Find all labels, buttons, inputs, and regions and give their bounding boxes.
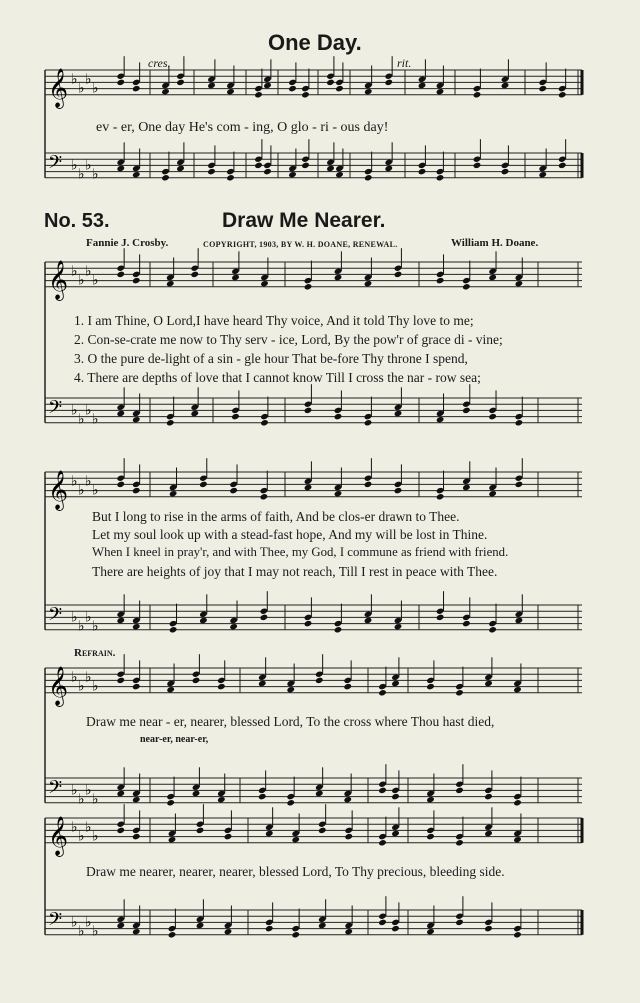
note-head xyxy=(558,162,567,169)
note-head xyxy=(263,168,272,175)
note-head xyxy=(288,171,297,178)
note-head xyxy=(116,922,125,929)
note-head xyxy=(364,88,373,95)
flat-sign: ♭ xyxy=(85,473,92,490)
note-head xyxy=(364,419,373,426)
note-head xyxy=(515,280,524,287)
note-head xyxy=(513,686,522,693)
note-head xyxy=(132,928,141,935)
note-head xyxy=(116,410,125,417)
note-head xyxy=(538,85,547,92)
note-head xyxy=(391,793,400,800)
note-head xyxy=(286,799,295,806)
note-head xyxy=(229,487,238,494)
note-head xyxy=(190,271,199,278)
note-head xyxy=(391,680,400,687)
note-head xyxy=(334,490,343,497)
note-head xyxy=(378,919,387,926)
note-head xyxy=(436,88,445,95)
note-head xyxy=(436,277,445,284)
note-head xyxy=(132,85,141,92)
flat-sign: ♭ xyxy=(85,819,92,836)
note-head xyxy=(116,790,125,797)
note-head xyxy=(254,162,263,169)
note-head xyxy=(132,416,141,423)
note-head xyxy=(318,827,327,834)
note-head xyxy=(484,925,493,932)
note-head xyxy=(260,419,269,426)
flat-sign: ♭ xyxy=(78,482,85,499)
note-head xyxy=(132,683,141,690)
note-head xyxy=(378,787,387,794)
flat-sign: ♭ xyxy=(78,678,85,695)
verse-line: 1. I am Thine, O Lord,I have heard Thy voice, And it told Thy love to me; xyxy=(74,313,474,328)
bass-clef: 𝄢 xyxy=(48,397,63,423)
bass-clef: 𝄢 xyxy=(48,909,63,935)
note-head xyxy=(132,833,141,840)
note-head xyxy=(304,283,313,290)
note-head xyxy=(168,836,177,843)
flat-sign: ♭ xyxy=(71,819,78,836)
flat-sign: ♭ xyxy=(78,166,85,183)
prev-hymn-lyric: ev - er, One day He's com - ing, O glo - ri - ous day! xyxy=(96,120,389,135)
note-head xyxy=(190,410,199,417)
note-head xyxy=(484,793,493,800)
dynamic-cres: cres. xyxy=(148,56,171,70)
note-head xyxy=(166,419,175,426)
note-head xyxy=(384,79,393,86)
note-head xyxy=(488,274,497,281)
flat-sign: ♭ xyxy=(92,272,99,289)
flat-sign: ♭ xyxy=(92,791,99,808)
note-head xyxy=(462,407,471,414)
note-head xyxy=(260,493,269,500)
note-head xyxy=(515,419,524,426)
flat-sign: ♭ xyxy=(85,157,92,174)
flat-sign: ♭ xyxy=(78,80,85,97)
note-head xyxy=(168,931,177,938)
note-head xyxy=(513,799,522,806)
flat-sign: ♭ xyxy=(85,669,92,686)
dynamic-rit: rit. xyxy=(397,56,412,70)
note-head xyxy=(291,931,300,938)
note-head xyxy=(394,487,403,494)
note-head xyxy=(229,623,238,630)
note-head xyxy=(501,168,510,175)
note-head xyxy=(132,623,141,630)
note-head xyxy=(192,677,201,684)
note-head xyxy=(254,91,263,98)
note-head xyxy=(265,925,274,932)
note-head xyxy=(473,91,482,98)
note-head xyxy=(224,833,233,840)
flat-sign: ♭ xyxy=(85,71,92,88)
note-head xyxy=(231,413,240,420)
flat-sign: ♭ xyxy=(85,609,92,626)
note-head xyxy=(263,82,272,89)
note-head xyxy=(488,490,497,497)
note-head xyxy=(315,677,324,684)
note-head xyxy=(265,830,274,837)
flat-sign: ♭ xyxy=(78,618,85,635)
note-head xyxy=(501,82,510,89)
flat-sign: ♭ xyxy=(92,482,99,499)
flat-sign: ♭ xyxy=(78,828,85,845)
note-head xyxy=(558,91,567,98)
note-head xyxy=(326,79,335,86)
note-head xyxy=(258,793,267,800)
note-head xyxy=(436,416,445,423)
flat-sign: ♭ xyxy=(92,923,99,940)
note-head xyxy=(161,174,170,181)
note-head xyxy=(116,165,125,172)
note-head xyxy=(116,481,125,488)
flat-sign: ♭ xyxy=(78,272,85,289)
refrain-line: Draw me near - er, nearer, blessed Lord, To the cross where Thou hast died, xyxy=(86,714,495,729)
note-head xyxy=(132,796,141,803)
hymn-composer: William H. Doane. xyxy=(451,237,539,249)
flat-sign: ♭ xyxy=(85,914,92,931)
flat-sign: ♭ xyxy=(71,402,78,419)
note-head xyxy=(538,171,547,178)
refrain-label: Refrain. xyxy=(74,647,116,659)
note-head xyxy=(378,839,387,846)
note-head xyxy=(436,493,445,500)
treble-clef: 𝄞 xyxy=(48,665,69,706)
flat-sign: ♭ xyxy=(71,71,78,88)
note-head xyxy=(196,922,205,929)
note-head xyxy=(426,796,435,803)
refrain-line: Draw me nearer, nearer, nearer, blessed Lord, To Thy precious, bleeding side. xyxy=(86,864,505,879)
note-head xyxy=(116,677,125,684)
hymn-author: Fannie J. Crosby. xyxy=(86,237,169,249)
note-head xyxy=(132,277,141,284)
bass-clef: 𝄢 xyxy=(48,604,63,630)
note-head xyxy=(488,413,497,420)
note-head xyxy=(286,686,295,693)
note-head xyxy=(326,165,335,172)
note-head xyxy=(116,827,125,834)
flat-sign: ♭ xyxy=(92,618,99,635)
flat-sign: ♭ xyxy=(78,923,85,940)
note-head xyxy=(169,626,178,633)
note-head xyxy=(304,407,313,414)
note-head xyxy=(166,799,175,806)
note-head xyxy=(335,85,344,92)
note-head xyxy=(426,683,435,690)
note-head xyxy=(455,787,464,794)
note-head xyxy=(364,280,373,287)
flat-sign: ♭ xyxy=(71,263,78,280)
refrain-echo: near-er, near-er, xyxy=(140,734,209,745)
flat-sign: ♭ xyxy=(71,473,78,490)
note-head xyxy=(455,689,464,696)
note-head xyxy=(364,174,373,181)
note-head xyxy=(343,796,352,803)
verse-line: 3. O the pure de-light of a sin - gle hour That be-fore Thy throne I spend, xyxy=(74,351,468,366)
note-head xyxy=(176,165,185,172)
flat-sign: ♭ xyxy=(92,828,99,845)
note-head xyxy=(484,680,493,687)
note-head xyxy=(394,271,403,278)
flat-sign: ♭ xyxy=(92,80,99,97)
note-head xyxy=(304,620,313,627)
note-head xyxy=(196,827,205,834)
note-head xyxy=(176,79,185,86)
flat-sign: ♭ xyxy=(71,669,78,686)
note-head xyxy=(455,919,464,926)
flat-sign: ♭ xyxy=(92,166,99,183)
note-head xyxy=(334,626,343,633)
note-head xyxy=(418,82,427,89)
note-head xyxy=(426,833,435,840)
note-head xyxy=(226,174,235,181)
flat-sign: ♭ xyxy=(71,782,78,799)
note-head xyxy=(301,91,310,98)
flat-sign: ♭ xyxy=(85,782,92,799)
note-head xyxy=(258,680,267,687)
note-head xyxy=(226,88,235,95)
flat-sign: ♭ xyxy=(92,411,99,428)
flat-sign: ♭ xyxy=(85,263,92,280)
note-head xyxy=(217,796,226,803)
note-head xyxy=(291,836,300,843)
flat-sign: ♭ xyxy=(71,914,78,931)
note-head xyxy=(394,623,403,630)
note-head xyxy=(484,830,493,837)
note-head xyxy=(169,490,178,497)
flat-sign: ♭ xyxy=(78,791,85,808)
verse-line: But I long to rise in the arms of faith, And be clos-er drawn to Thee. xyxy=(92,509,460,524)
note-head xyxy=(334,413,343,420)
treble-clef: 𝄞 xyxy=(48,259,69,300)
note-head xyxy=(513,931,522,938)
note-head xyxy=(462,620,471,627)
hymn-copyright: COPYRIGHT, 1903, BY W. H. DOANE, RENEWAL. xyxy=(203,240,398,249)
note-head xyxy=(513,836,522,843)
note-head xyxy=(318,922,327,929)
note-head xyxy=(394,410,403,417)
note-head xyxy=(166,686,175,693)
note-head xyxy=(334,274,343,281)
note-head xyxy=(116,79,125,86)
note-head xyxy=(161,88,170,95)
treble-clef: 𝄞 xyxy=(48,469,69,510)
note-head xyxy=(364,617,373,624)
flat-sign: ♭ xyxy=(71,157,78,174)
note-head xyxy=(166,280,175,287)
flat-sign: ♭ xyxy=(85,402,92,419)
note-head xyxy=(378,689,387,696)
verse-line: 2. Con-se-crate me now to Thy serv - ice, Lord, By the pow'r of grace di - vine; xyxy=(74,332,503,347)
note-head xyxy=(462,484,471,491)
note-head xyxy=(192,790,201,797)
note-head xyxy=(260,280,269,287)
verse-line: There are heights of joy that I may not reach, Till I rest in peace with Thee. xyxy=(92,564,498,579)
note-head xyxy=(304,484,313,491)
note-head xyxy=(455,839,464,846)
flat-sign: ♭ xyxy=(71,609,78,626)
hymn-title: Draw Me Nearer. xyxy=(222,209,386,232)
prev-hymn-title: One Day. xyxy=(268,30,362,55)
bass-clef: 𝄢 xyxy=(48,777,63,803)
note-head xyxy=(462,283,471,290)
verse-line: 4. There are depths of love that I cannot know Till I cross the nar - row sea; xyxy=(74,370,481,385)
note-head xyxy=(344,928,353,935)
note-head xyxy=(473,162,482,169)
note-head xyxy=(301,162,310,169)
note-head xyxy=(199,481,208,488)
note-head xyxy=(418,168,427,175)
verse-line: Let my soul look up with a stead-fast hope, And my will be lost in Thine. xyxy=(92,527,488,542)
verse-line: When I kneel in pray'r, and with Thee, my God, I commune as friend with friend. xyxy=(92,545,509,559)
treble-clef: 𝄞 xyxy=(48,67,69,108)
note-head xyxy=(343,683,352,690)
note-head xyxy=(217,683,226,690)
note-head xyxy=(391,830,400,837)
note-head xyxy=(364,481,373,488)
bass-clef: 𝄢 xyxy=(48,152,63,178)
note-head xyxy=(426,928,435,935)
flat-sign: ♭ xyxy=(78,411,85,428)
note-head xyxy=(132,171,141,178)
note-head xyxy=(344,833,353,840)
note-head xyxy=(288,85,297,92)
note-head xyxy=(384,165,393,172)
note-head xyxy=(488,626,497,633)
note-head xyxy=(199,617,208,624)
note-head xyxy=(315,790,324,797)
note-head xyxy=(132,487,141,494)
note-head xyxy=(436,614,445,621)
note-head xyxy=(207,82,216,89)
note-head xyxy=(116,271,125,278)
note-head xyxy=(335,171,344,178)
note-head xyxy=(436,174,445,181)
hymn-number: No. 53. xyxy=(44,210,110,232)
note-head xyxy=(231,274,240,281)
note-head xyxy=(515,481,524,488)
treble-clef: 𝄞 xyxy=(48,815,69,856)
note-head xyxy=(207,168,216,175)
note-head xyxy=(515,617,524,624)
note-head xyxy=(116,617,125,624)
note-head xyxy=(391,925,400,932)
note-head xyxy=(260,614,269,621)
note-head xyxy=(224,928,233,935)
flat-sign: ♭ xyxy=(92,678,99,695)
